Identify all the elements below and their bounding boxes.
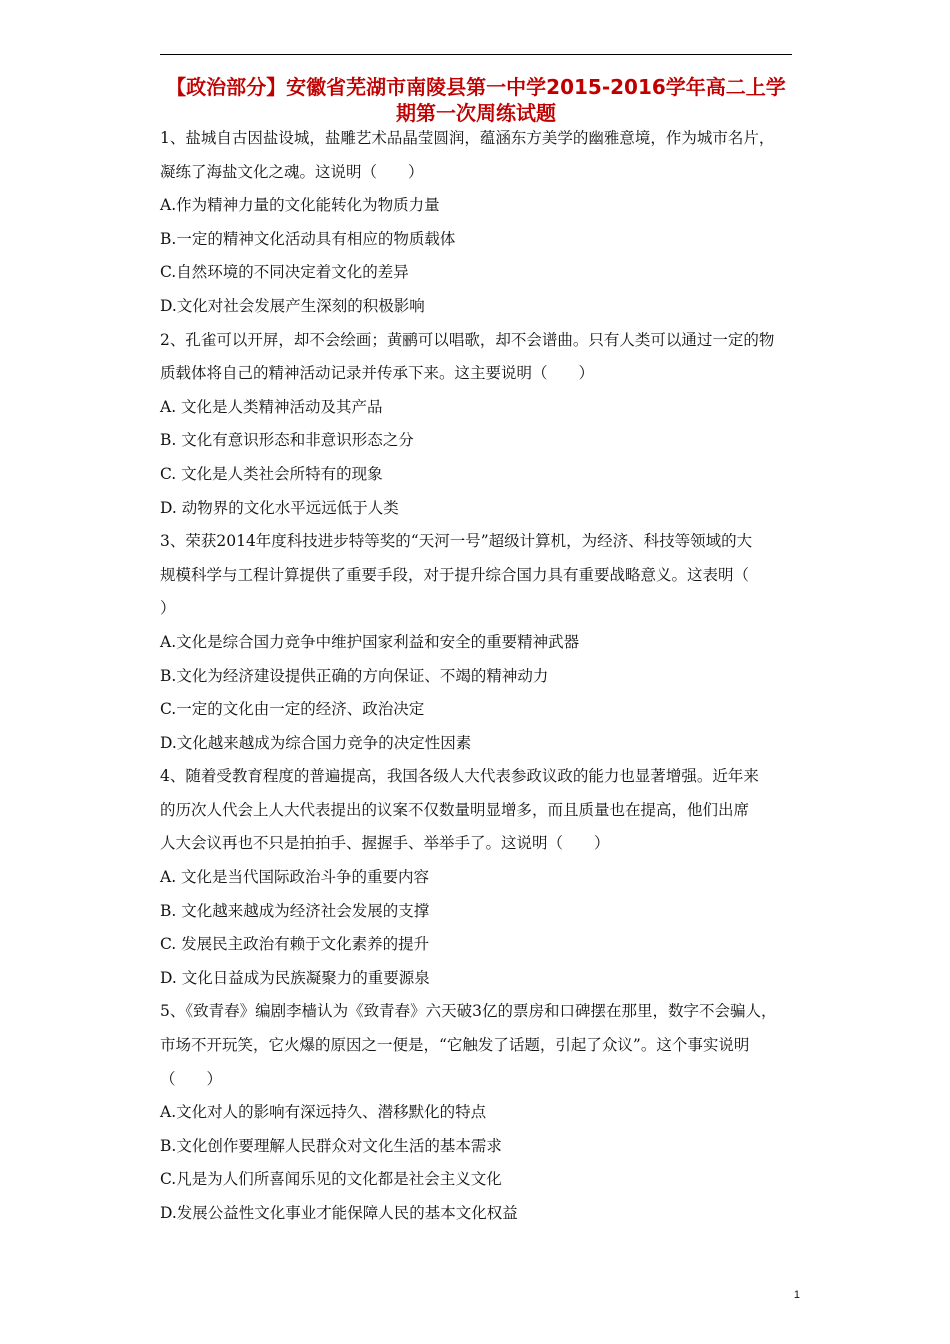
question-4-option-b: B. 文化越来越成为经济社会发展的支撑 (160, 901, 430, 920)
question-1-option-a: A.作为精神力量的文化能转化为物质力量 (160, 196, 440, 215)
question-3-stem-line-1: 3、荣获2014年度科技进步特等奖的“天河一号”超级计算机，为经济、科技等领域的大 (160, 532, 753, 551)
question-2-option-d: D. 动物界的文化水平远远低于人类 (160, 498, 399, 517)
question-2 (160, 330, 792, 518)
question-2-option-b: B. 文化有意识形态和非意识形态之分 (160, 431, 414, 450)
question-4-stem-line-3: 人大会议再也不只是拍拍手、握握手、举举手了。这说明（ ） (160, 834, 610, 853)
question-5-option-a: A.文化对人的影响有深远持久、潜移默化的特点 (160, 1103, 487, 1122)
question-5-stem-line-2: 市场不开玩笑，它火爆的原因之一便是，“它触发了话题，引起了众议”。这个事实说明 (160, 1036, 750, 1055)
question-5-stem-line-1: 5、《致青春》编剧李樯认为《致青春》六天破3亿的票房和口碑摆在那里，数字不会骗人， (160, 1002, 777, 1021)
question-3-option-b: B.文化为经济建设提供正确的方向保证、不竭的精神动力 (160, 666, 549, 685)
question-1-option-d: D.文化对社会发展产生深刻的积极影响 (160, 296, 425, 315)
question-4-option-a: A. 文化是当代国际政治斗争的重要内容 (160, 868, 430, 887)
question-3-option-a: A.文化是综合国力竞争中维护国家利益和安全的重要精神武器 (160, 632, 580, 651)
question-5-option-b: B.文化创作要理解人民群众对文化生活的基本需求 (160, 1136, 502, 1155)
question-4-option-c: C. 发展民主政治有赖于文化素养的提升 (160, 935, 430, 954)
question-5-option-c: C.凡是为人们所喜闻乐见的文化都是社会主义文化 (160, 1170, 502, 1189)
question-2-stem-line-2: 质载体将自己的精神活动记录并传承下来。这主要说明（ ） (160, 364, 595, 383)
header-rule (160, 54, 792, 55)
question-5 (160, 1001, 792, 1223)
question-3-option-c: C.一定的文化由一定的经济、政治决定 (160, 700, 425, 719)
question-1 (160, 128, 792, 316)
question-3-stem-line-3: ） (160, 599, 176, 618)
question-3-option-d: D.文化越来越成为综合国力竞争的决定性因素 (160, 733, 472, 752)
question-5-stem-line-3: （ ） (160, 1069, 223, 1088)
question-1-stem-line-1: 1、盐城自古因盐设城，盐雕艺术品晶莹圆润，蕴涵东方美学的幽雅意境，作为城市名片， (160, 129, 775, 147)
question-4 (160, 766, 792, 988)
page-number: 1 (793, 1289, 800, 1301)
question-5-option-d: D.发展公益性文化事业才能保障人民的基本文化权益 (160, 1204, 518, 1222)
question-4-stem-line-2: 的历次人代会上人大代表提出的议案不仅数量明显增多，而且质量也在提高，他们出席 (160, 800, 750, 819)
question-1-option-c: C.自然环境的不同决定着文化的差异 (160, 263, 409, 282)
question-2-option-a: A. 文化是人类精神活动及其产品 (160, 397, 383, 416)
question-4-option-d: D. 文化日益成为民族凝聚力的重要源泉 (160, 968, 430, 987)
question-2-stem-line-1: 2、孔雀可以开屏，却不会绘画；黄鹂可以唱歌，却不会谱曲。只有人类可以通过一定的物 (160, 330, 775, 349)
question-3-stem-line-2: 规模科学与工程计算提供了重要手段，对于提升综合国力具有重要战略意义。这表明（ (160, 565, 750, 584)
document-title: 【政治部分】安徽省芜湖市南陵县第一中学2015-2016学年高二上学期第一次周练试题 (166, 75, 786, 125)
question-4-stem-line-1: 4、随着受教育程度的普遍提高，我国各级人大代表参政议政的能力也显著增强。近年来 (160, 767, 759, 786)
question-1-stem-line-2: 凝练了海盐文化之魂。这说明（ ） (160, 162, 424, 181)
question-1-option-b: B.一定的精神文化活动具有相应的物质载体 (160, 229, 456, 248)
question-list (160, 128, 792, 1237)
question-2-option-c: C. 文化是人类社会所特有的现象 (160, 464, 383, 483)
question-3 (160, 531, 792, 753)
